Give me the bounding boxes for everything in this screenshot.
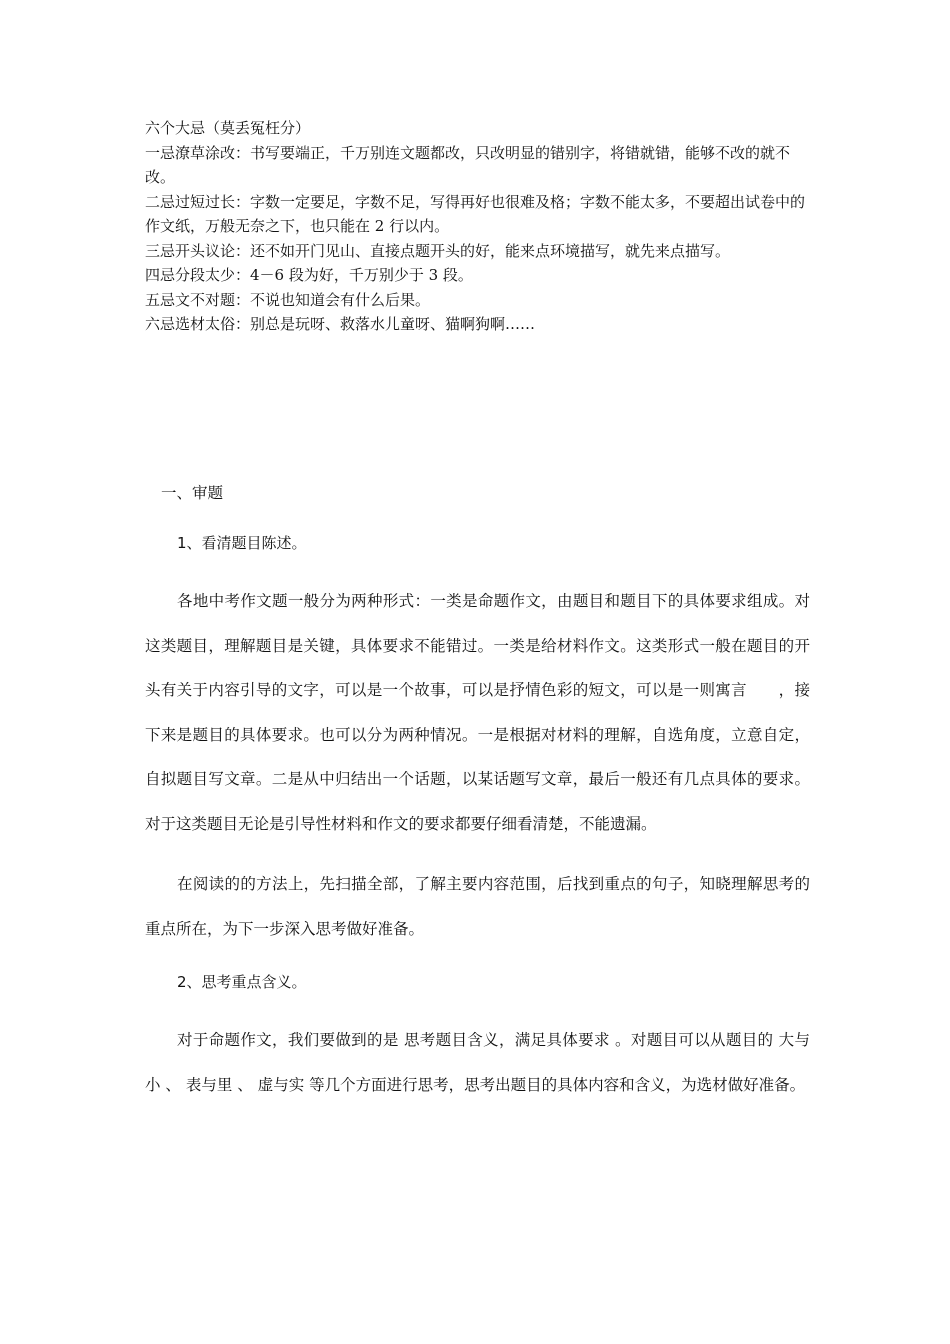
taboo-item-4: 四忌分段太少：4－6 段为好，千万别少于 3 段。 bbox=[145, 266, 473, 284]
six-taboos-block bbox=[145, 116, 810, 337]
subheading-key-meaning: 2、思考重点含义。 bbox=[177, 973, 307, 991]
six-taboos-title: 六个大忌（莫丢冤枉分） bbox=[145, 119, 311, 137]
paragraph-topic-forms: 各地中考作文题一般分为两种形式：一类是命题作文，由题目和题目下的具体要求组成。对这类题目，理解题目是关键，具体要求不能错过。一类是给材料作文。这类形式一般在题目的开头有关于内容引导的文字，可以是一个故事，可以是抒情色彩的短文，可以是一则寓言 ，接下来是题目的具体要求。也可以分为两种情况。一是根据对材料的理解，自选角度，立意自定，自拟题目写文章。二是从中归结出一个话题，以某话题写文章，最后一般还有几点具体的要求。对于这类题目无论是引导性材料和作文的要求都要仔细看清楚，不能遗漏。 bbox=[145, 592, 810, 833]
section-heading: 一、审题 bbox=[161, 484, 224, 502]
taboo-item-3: 三忌开头议论：还不如开门见山、直接点题开头的好，能来点环境描写，就先来点描写。 bbox=[145, 241, 731, 260]
taboo-item-2: 二忌过短过长：字数一定要足，字数不足，写得再好也很难及格；字数不能太多，不要超出试卷中的作文纸，万般无奈之下，也只能在 2 行以内。 bbox=[145, 192, 806, 235]
taboo-item-1: 一忌潦草涂改：书写要端正，千万别连文题都改，只改明显的错别字，将错就错，能够不改的就不改。 bbox=[145, 143, 791, 186]
paragraph-proposition-essay: 对于命题作文，我们要做到的是 思考题目含义，满足具体要求 。对题目可以从题目的 大与小 、 表与里 、 虚与实 等几个方面进行思考，思考出题目的具体内容和含义，为选材做好准备。 bbox=[145, 1031, 810, 1094]
paragraph-reading-method: 在阅读的的方法上，先扫描全部，了解主要内容范围，后找到重点的句子，知晓理解思考的重点所在，为下一步深入思考做好准备。 bbox=[145, 875, 810, 938]
subheading-read-topic: 1、看清题目陈述。 bbox=[177, 534, 307, 552]
taboo-item-6: 六忌选材太俗：别总是玩呀、救落水儿童呀、猫啊狗啊…… bbox=[145, 315, 536, 333]
review-topic-section bbox=[145, 478, 810, 1108]
taboo-item-5: 五忌文不对题：不说也知道会有什么后果。 bbox=[145, 290, 431, 309]
